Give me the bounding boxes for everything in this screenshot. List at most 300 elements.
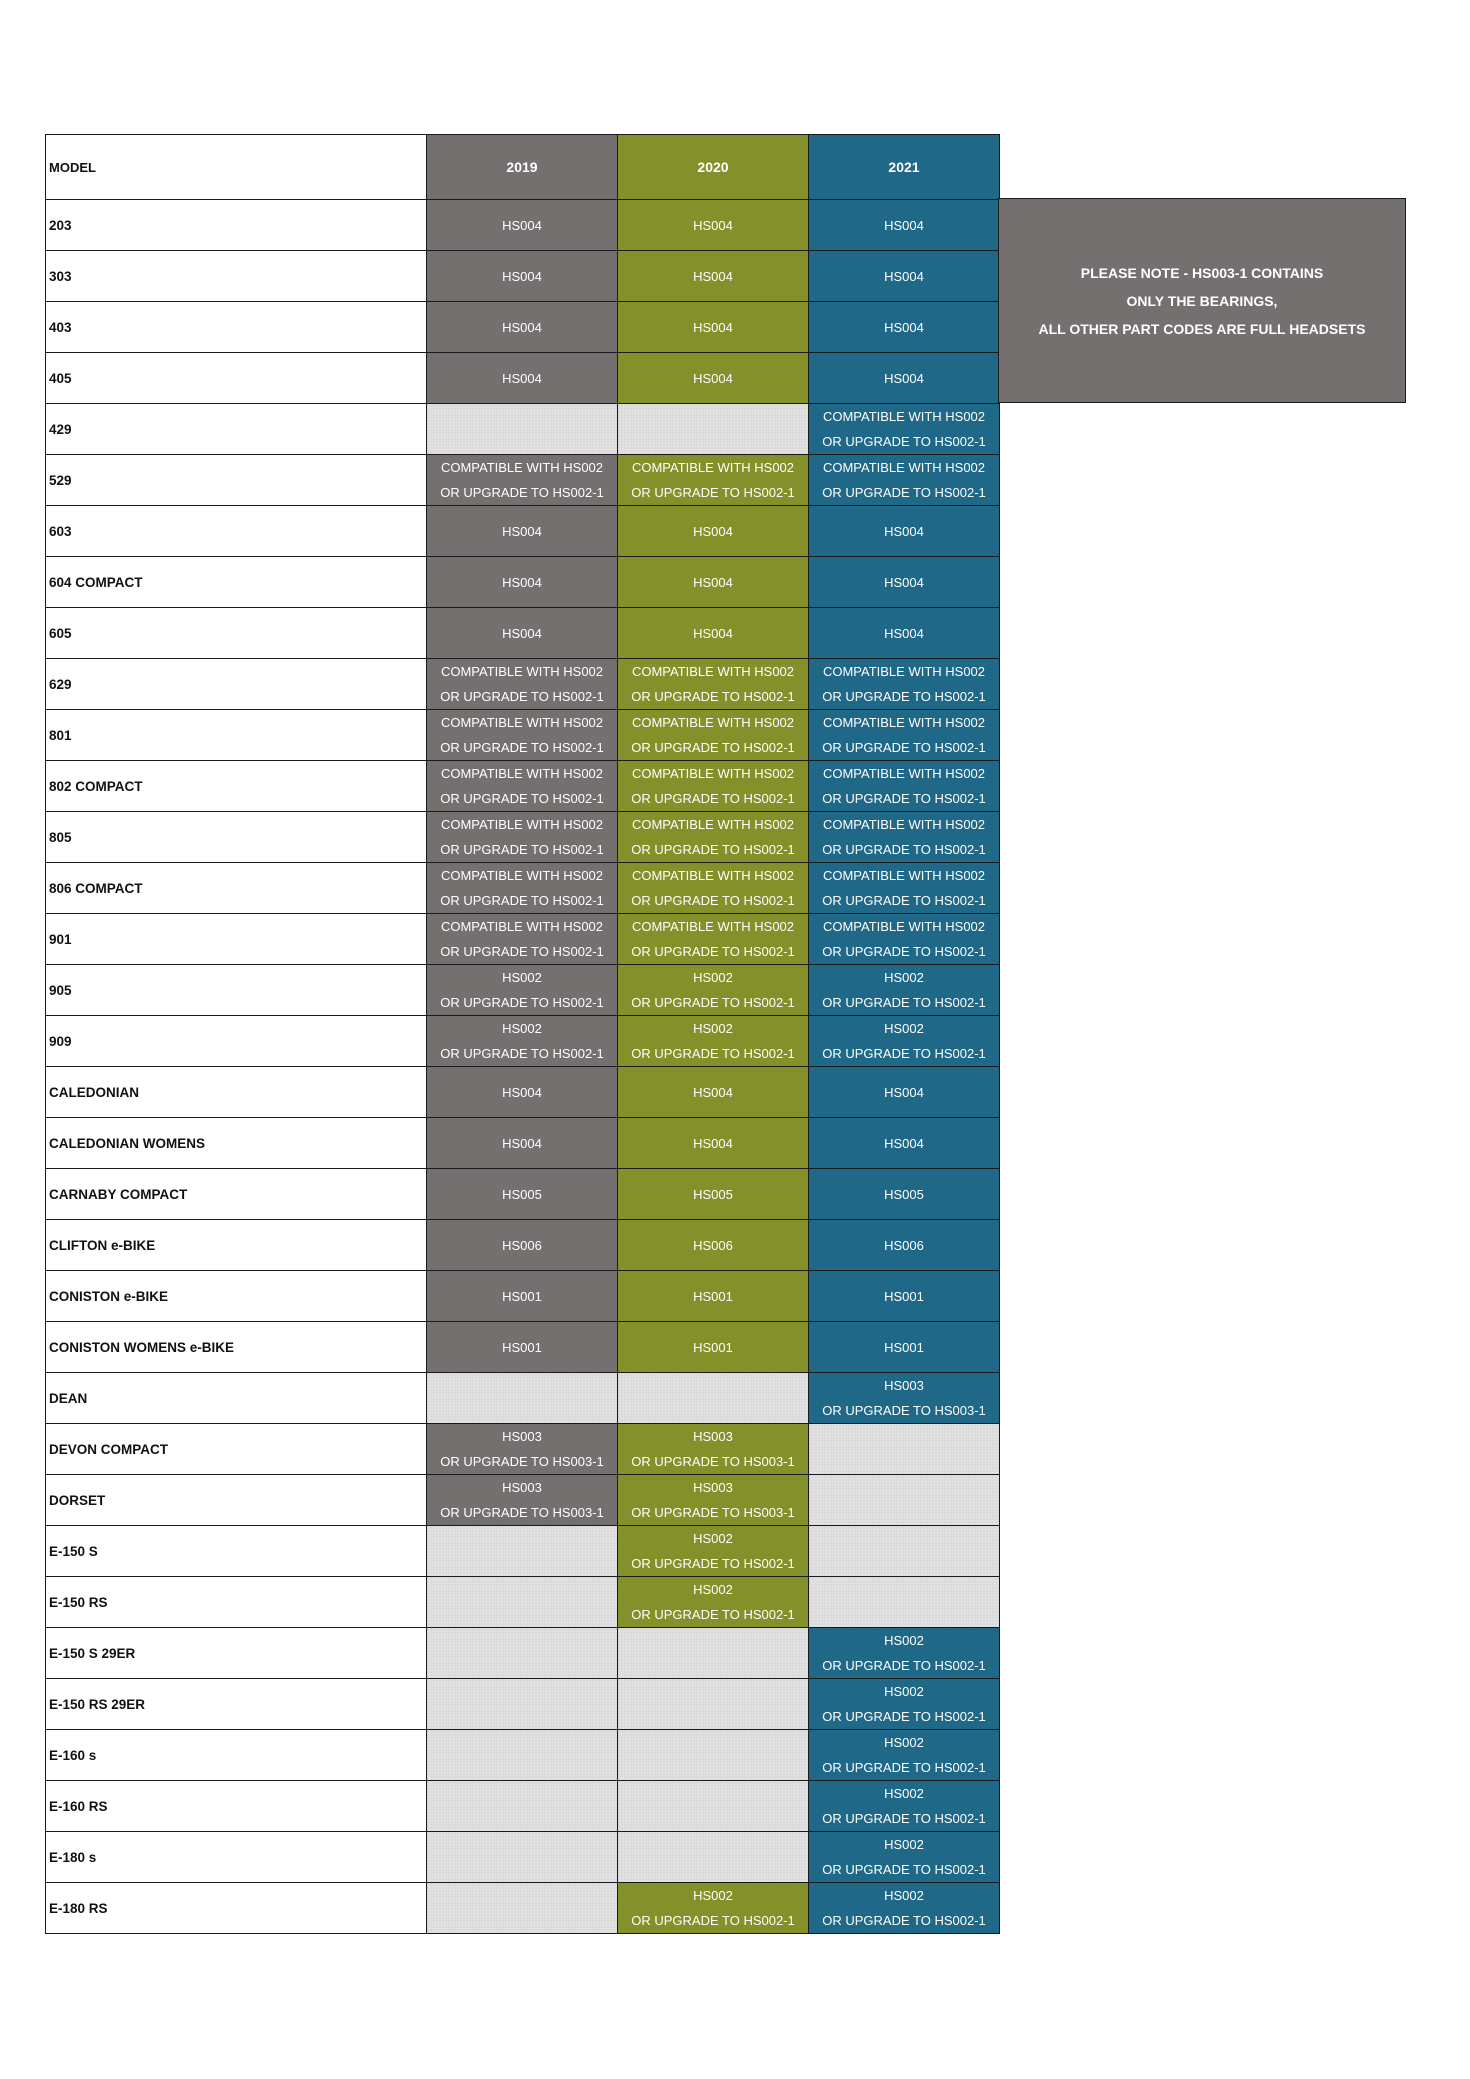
part-code-cell-2021 — [809, 1169, 1000, 1220]
part-code: HS002 — [693, 1888, 733, 1903]
part-code-cell-2019 — [427, 1118, 618, 1169]
part-code: HS006 — [502, 1237, 542, 1253]
empty-cell-2020 — [618, 404, 809, 455]
part-code-cell-2019 — [427, 965, 618, 1016]
table-header-row — [46, 135, 1000, 200]
part-code-cell-2021 — [809, 863, 1000, 914]
part-code-cell-2020 — [618, 812, 809, 863]
upgrade-note: OR UPGRADE TO HS002-1 — [822, 1811, 986, 1826]
empty-cell-2021 — [809, 1475, 1000, 1526]
model-name: DORSET — [46, 1475, 427, 1526]
part-code: HS004 — [693, 574, 733, 590]
part-code: HS004 — [884, 1084, 924, 1100]
part-code-cell-2019 — [427, 914, 618, 965]
part-code: HS003 — [884, 1378, 924, 1393]
part-code-cell-2019 — [427, 302, 618, 353]
part-code-cell-2021 — [809, 557, 1000, 608]
upgrade-note: OR UPGRADE TO HS002-1 — [631, 893, 795, 908]
table-row — [46, 710, 1000, 761]
upgrade-note: OR UPGRADE TO HS002-1 — [822, 944, 986, 959]
part-code: HS004 — [884, 370, 924, 386]
headset-compatibility-table — [45, 134, 1000, 1934]
part-code: HS004 — [884, 268, 924, 284]
part-code: HS004 — [884, 1135, 924, 1151]
part-code: COMPATIBLE WITH HS002 — [631, 817, 795, 832]
table-row — [46, 506, 1000, 557]
model-name: 801 — [46, 710, 427, 761]
part-code: HS002 — [502, 970, 542, 985]
part-code-cell-2021 — [809, 251, 1000, 302]
part-code: HS004 — [884, 217, 924, 233]
year-header-2020: 2020 — [618, 135, 809, 200]
table-row — [46, 1220, 1000, 1271]
part-code: HS002 — [884, 1888, 924, 1903]
table-row — [46, 1016, 1000, 1067]
upgrade-note: OR UPGRADE TO HS002-1 — [440, 1046, 604, 1061]
part-code: HS001 — [884, 1288, 924, 1304]
part-code-cell-2020 — [618, 557, 809, 608]
upgrade-note: OR UPGRADE TO HS003-1 — [440, 1505, 604, 1520]
part-code: HS004 — [502, 1135, 542, 1151]
note-line-2: ONLY THE BEARINGS, — [1126, 292, 1278, 309]
year-header-2019: 2019 — [427, 135, 618, 200]
empty-cell-2019 — [427, 1679, 618, 1730]
part-code-cell-2021 — [809, 1373, 1000, 1424]
upgrade-note: OR UPGRADE TO HS002-1 — [631, 689, 795, 704]
empty-cell-2019 — [427, 1373, 618, 1424]
part-code-cell-2021 — [809, 455, 1000, 506]
model-name: CALEDONIAN — [46, 1067, 427, 1118]
upgrade-note: OR UPGRADE TO HS002-1 — [822, 1658, 986, 1673]
upgrade-note: OR UPGRADE TO HS002-1 — [631, 1046, 795, 1061]
empty-cell-2020 — [618, 1832, 809, 1883]
model-name: 605 — [46, 608, 427, 659]
part-code-cell-2019 — [427, 1220, 618, 1271]
upgrade-note: OR UPGRADE TO HS002-1 — [631, 1607, 795, 1622]
part-code: COMPATIBLE WITH HS002 — [631, 664, 795, 679]
empty-cell-2020 — [618, 1373, 809, 1424]
model-name: E-180 s — [46, 1832, 427, 1883]
part-code-cell-2020 — [618, 1169, 809, 1220]
part-code-cell-2019 — [427, 659, 618, 710]
part-code: HS004 — [502, 370, 542, 386]
empty-cell-2019 — [427, 1628, 618, 1679]
part-code-cell-2019 — [427, 761, 618, 812]
part-code-cell-2019 — [427, 1016, 618, 1067]
part-code: HS002 — [884, 1684, 924, 1699]
table-row — [46, 1781, 1000, 1832]
part-code: COMPATIBLE WITH HS002 — [440, 460, 604, 475]
part-code-cell-2019 — [427, 1475, 618, 1526]
model-name: 403 — [46, 302, 427, 353]
upgrade-note: OR UPGRADE TO HS002-1 — [440, 842, 604, 857]
upgrade-note: OR UPGRADE TO HS003-1 — [440, 1454, 604, 1469]
part-code-cell-2019 — [427, 506, 618, 557]
table-row — [46, 404, 1000, 455]
part-code: HS004 — [502, 1084, 542, 1100]
part-code-cell-2021 — [809, 1832, 1000, 1883]
part-code-cell-2021 — [809, 914, 1000, 965]
upgrade-note: OR UPGRADE TO HS002-1 — [631, 485, 795, 500]
model-name: CONISTON e-BIKE — [46, 1271, 427, 1322]
model-name: E-150 S — [46, 1526, 427, 1577]
model-name: 802 COMPACT — [46, 761, 427, 812]
part-code-cell-2021 — [809, 353, 1000, 404]
part-code-cell-2021 — [809, 761, 1000, 812]
upgrade-note: OR UPGRADE TO HS002-1 — [822, 434, 986, 449]
part-code-cell-2020 — [618, 506, 809, 557]
part-code: HS002 — [502, 1021, 542, 1036]
table-row — [46, 1373, 1000, 1424]
table-row — [46, 812, 1000, 863]
part-code-cell-2021 — [809, 965, 1000, 1016]
part-code-cell-2020 — [618, 1424, 809, 1475]
upgrade-note: OR UPGRADE TO HS002-1 — [440, 944, 604, 959]
part-code: HS002 — [884, 1837, 924, 1852]
part-code: HS002 — [693, 1582, 733, 1597]
part-code-cell-2020 — [618, 914, 809, 965]
part-code-cell-2021 — [809, 1220, 1000, 1271]
upgrade-note: OR UPGRADE TO HS003-1 — [631, 1454, 795, 1469]
part-code: COMPATIBLE WITH HS002 — [631, 766, 795, 781]
part-code-cell-2019 — [427, 455, 618, 506]
model-name: 805 — [46, 812, 427, 863]
part-code: HS001 — [693, 1288, 733, 1304]
model-name: 429 — [46, 404, 427, 455]
part-code: HS004 — [502, 268, 542, 284]
part-code-cell-2020 — [618, 863, 809, 914]
upgrade-note: OR UPGRADE TO HS002-1 — [822, 1760, 986, 1775]
part-code-cell-2020 — [618, 455, 809, 506]
model-name: DEVON COMPACT — [46, 1424, 427, 1475]
part-code: COMPATIBLE WITH HS002 — [822, 817, 986, 832]
model-name: 303 — [46, 251, 427, 302]
part-code-cell-2019 — [427, 608, 618, 659]
part-code-cell-2021 — [809, 1730, 1000, 1781]
part-code-cell-2019 — [427, 812, 618, 863]
table-row — [46, 1883, 1000, 1934]
table-row — [46, 914, 1000, 965]
empty-cell-2020 — [618, 1628, 809, 1679]
part-code-cell-2021 — [809, 710, 1000, 761]
part-code-cell-2020 — [618, 965, 809, 1016]
table-row — [46, 455, 1000, 506]
model-column-header: MODEL — [46, 135, 427, 200]
part-code-cell-2020 — [618, 1220, 809, 1271]
part-code: COMPATIBLE WITH HS002 — [440, 919, 604, 934]
part-code-cell-2019 — [427, 1169, 618, 1220]
table-row — [46, 1730, 1000, 1781]
part-code-cell-2021 — [809, 1016, 1000, 1067]
part-code: COMPATIBLE WITH HS002 — [822, 715, 986, 730]
part-code-cell-2019 — [427, 863, 618, 914]
upgrade-note: OR UPGRADE TO HS003-1 — [822, 1403, 986, 1418]
upgrade-note: OR UPGRADE TO HS002-1 — [631, 944, 795, 959]
part-code: HS003 — [502, 1480, 542, 1495]
empty-cell-2019 — [427, 1832, 618, 1883]
part-code: HS004 — [693, 1084, 733, 1100]
part-code: COMPATIBLE WITH HS002 — [822, 409, 986, 424]
model-name: E-180 RS — [46, 1883, 427, 1934]
part-code-cell-2020 — [618, 200, 809, 251]
part-code: HS005 — [502, 1186, 542, 1202]
empty-cell-2019 — [427, 1781, 618, 1832]
upgrade-note: OR UPGRADE TO HS002-1 — [822, 740, 986, 755]
model-name: E-160 s — [46, 1730, 427, 1781]
table-row — [46, 200, 1000, 251]
table-row — [46, 1271, 1000, 1322]
part-code: HS004 — [884, 625, 924, 641]
part-code: HS006 — [884, 1237, 924, 1253]
upgrade-note: OR UPGRADE TO HS002-1 — [440, 893, 604, 908]
part-code: COMPATIBLE WITH HS002 — [440, 868, 604, 883]
part-code-cell-2021 — [809, 506, 1000, 557]
part-code: COMPATIBLE WITH HS002 — [440, 766, 604, 781]
part-code: HS004 — [884, 523, 924, 539]
table-row — [46, 1577, 1000, 1628]
part-code-cell-2021 — [809, 1679, 1000, 1730]
part-code-cell-2020 — [618, 710, 809, 761]
part-code: HS002 — [884, 1786, 924, 1801]
part-code: HS004 — [693, 217, 733, 233]
model-name: 529 — [46, 455, 427, 506]
part-code-cell-2020 — [618, 1322, 809, 1373]
model-name: 901 — [46, 914, 427, 965]
part-code-cell-2020 — [618, 1475, 809, 1526]
note-box — [998, 198, 1406, 403]
upgrade-note: OR UPGRADE TO HS002-1 — [631, 995, 795, 1010]
part-code-cell-2021 — [809, 1781, 1000, 1832]
upgrade-note: OR UPGRADE TO HS002-1 — [440, 995, 604, 1010]
part-code: HS003 — [693, 1429, 733, 1444]
upgrade-note: OR UPGRADE TO HS002-1 — [631, 740, 795, 755]
table-row — [46, 1424, 1000, 1475]
part-code: HS001 — [884, 1339, 924, 1355]
part-code: HS004 — [502, 574, 542, 590]
part-code: HS002 — [884, 1021, 924, 1036]
empty-cell-2019 — [427, 1730, 618, 1781]
part-code: COMPATIBLE WITH HS002 — [440, 664, 604, 679]
upgrade-note: OR UPGRADE TO HS002-1 — [631, 1556, 795, 1571]
model-name: E-150 S 29ER — [46, 1628, 427, 1679]
upgrade-note: OR UPGRADE TO HS002-1 — [631, 1913, 795, 1928]
part-code-cell-2021 — [809, 1883, 1000, 1934]
part-code: COMPATIBLE WITH HS002 — [631, 868, 795, 883]
empty-cell-2020 — [618, 1781, 809, 1832]
part-code-cell-2021 — [809, 659, 1000, 710]
part-code: COMPATIBLE WITH HS002 — [822, 868, 986, 883]
table-row — [46, 761, 1000, 812]
part-code-cell-2021 — [809, 1322, 1000, 1373]
part-code: HS002 — [693, 970, 733, 985]
part-code-cell-2021 — [809, 1067, 1000, 1118]
part-code: HS002 — [884, 1633, 924, 1648]
model-name: CALEDONIAN WOMENS — [46, 1118, 427, 1169]
part-code-cell-2021 — [809, 1628, 1000, 1679]
model-name: 603 — [46, 506, 427, 557]
part-code: HS005 — [884, 1186, 924, 1202]
part-code-cell-2021 — [809, 200, 1000, 251]
part-code: HS005 — [693, 1186, 733, 1202]
note-line-3: ALL OTHER PART CODES ARE FULL HEADSETS — [1038, 320, 1366, 337]
part-code-cell-2019 — [427, 1322, 618, 1373]
empty-cell-2019 — [427, 1577, 618, 1628]
part-code-cell-2020 — [618, 1883, 809, 1934]
part-code-cell-2020 — [618, 1118, 809, 1169]
model-name: 905 — [46, 965, 427, 1016]
part-code-cell-2021 — [809, 608, 1000, 659]
table-row — [46, 353, 1000, 404]
part-code: HS004 — [693, 370, 733, 386]
empty-cell-2021 — [809, 1424, 1000, 1475]
table-row — [46, 1832, 1000, 1883]
table-row — [46, 608, 1000, 659]
upgrade-note: OR UPGRADE TO HS002-1 — [822, 1913, 986, 1928]
year-header-2021: 2021 — [809, 135, 1000, 200]
part-code-cell-2019 — [427, 1424, 618, 1475]
part-code-cell-2019 — [427, 353, 618, 404]
table-row — [46, 1118, 1000, 1169]
upgrade-note: OR UPGRADE TO HS002-1 — [822, 485, 986, 500]
upgrade-note: OR UPGRADE TO HS002-1 — [440, 689, 604, 704]
part-code: HS004 — [502, 625, 542, 641]
part-code: HS002 — [884, 970, 924, 985]
part-code: COMPATIBLE WITH HS002 — [440, 715, 604, 730]
empty-cell-2021 — [809, 1577, 1000, 1628]
part-code-cell-2020 — [618, 251, 809, 302]
part-code: HS002 — [884, 1735, 924, 1750]
upgrade-note: OR UPGRADE TO HS002-1 — [440, 791, 604, 806]
model-name: CLIFTON e-BIKE — [46, 1220, 427, 1271]
upgrade-note: OR UPGRADE TO HS002-1 — [440, 485, 604, 500]
table-row — [46, 1526, 1000, 1577]
part-code-cell-2021 — [809, 1271, 1000, 1322]
part-code-cell-2019 — [427, 710, 618, 761]
upgrade-note: OR UPGRADE TO HS002-1 — [822, 842, 986, 857]
part-code: HS004 — [502, 217, 542, 233]
part-code-cell-2021 — [809, 1118, 1000, 1169]
empty-cell-2019 — [427, 1526, 618, 1577]
part-code: COMPATIBLE WITH HS002 — [822, 664, 986, 679]
empty-cell-2019 — [427, 404, 618, 455]
part-code-cell-2020 — [618, 761, 809, 812]
model-name: DEAN — [46, 1373, 427, 1424]
upgrade-note: OR UPGRADE TO HS002-1 — [822, 1709, 986, 1724]
note-line-1: PLEASE NOTE - HS003-1 CONTAINS — [1080, 264, 1324, 281]
table-row — [46, 1169, 1000, 1220]
part-code: HS004 — [693, 625, 733, 641]
part-code-cell-2020 — [618, 1271, 809, 1322]
model-name: CONISTON WOMENS e-BIKE — [46, 1322, 427, 1373]
part-code-cell-2020 — [618, 302, 809, 353]
table-row — [46, 659, 1000, 710]
part-code: HS002 — [693, 1021, 733, 1036]
part-code-cell-2020 — [618, 1577, 809, 1628]
upgrade-note: OR UPGRADE TO HS002-1 — [822, 1046, 986, 1061]
table-row — [46, 557, 1000, 608]
part-code: HS001 — [502, 1288, 542, 1304]
part-code-cell-2019 — [427, 1067, 618, 1118]
table-row — [46, 1475, 1000, 1526]
model-name: 806 COMPACT — [46, 863, 427, 914]
model-name: E-150 RS 29ER — [46, 1679, 427, 1730]
part-code-cell-2019 — [427, 1271, 618, 1322]
part-code-cell-2021 — [809, 812, 1000, 863]
part-code: HS001 — [502, 1339, 542, 1355]
table-row — [46, 1628, 1000, 1679]
upgrade-note: OR UPGRADE TO HS002-1 — [631, 842, 795, 857]
empty-cell-2020 — [618, 1730, 809, 1781]
table-row — [46, 863, 1000, 914]
model-name: 909 — [46, 1016, 427, 1067]
part-code: HS004 — [693, 523, 733, 539]
part-code: HS004 — [693, 1135, 733, 1151]
empty-cell-2021 — [809, 1526, 1000, 1577]
empty-cell-2019 — [427, 1883, 618, 1934]
part-code-cell-2020 — [618, 353, 809, 404]
part-code: COMPATIBLE WITH HS002 — [822, 460, 986, 475]
part-code-cell-2019 — [427, 251, 618, 302]
part-code-cell-2020 — [618, 1526, 809, 1577]
model-name: 629 — [46, 659, 427, 710]
part-code: HS004 — [884, 574, 924, 590]
part-code: HS004 — [502, 523, 542, 539]
upgrade-note: OR UPGRADE TO HS002-1 — [631, 791, 795, 806]
part-code-cell-2020 — [618, 1016, 809, 1067]
table-row — [46, 302, 1000, 353]
model-name: CARNABY COMPACT — [46, 1169, 427, 1220]
upgrade-note: OR UPGRADE TO HS002-1 — [822, 791, 986, 806]
part-code: HS004 — [693, 319, 733, 335]
model-name: 405 — [46, 353, 427, 404]
part-code: HS006 — [693, 1237, 733, 1253]
table-body — [46, 200, 1000, 1934]
part-code-cell-2019 — [427, 557, 618, 608]
part-code: COMPATIBLE WITH HS002 — [440, 817, 604, 832]
part-code: HS003 — [502, 1429, 542, 1444]
part-code: HS004 — [502, 319, 542, 335]
model-name: E-160 RS — [46, 1781, 427, 1832]
upgrade-note: OR UPGRADE TO HS002-1 — [822, 689, 986, 704]
empty-cell-2020 — [618, 1679, 809, 1730]
part-code: HS002 — [693, 1531, 733, 1546]
part-code-cell-2020 — [618, 659, 809, 710]
table-row — [46, 1067, 1000, 1118]
upgrade-note: OR UPGRADE TO HS002-1 — [440, 740, 604, 755]
part-code-cell-2021 — [809, 404, 1000, 455]
part-code: COMPATIBLE WITH HS002 — [631, 715, 795, 730]
part-code: COMPATIBLE WITH HS002 — [631, 919, 795, 934]
part-code: HS001 — [693, 1339, 733, 1355]
table-row — [46, 1679, 1000, 1730]
model-name: 604 COMPACT — [46, 557, 427, 608]
part-code-cell-2019 — [427, 200, 618, 251]
part-code: COMPATIBLE WITH HS002 — [822, 919, 986, 934]
part-code: HS003 — [693, 1480, 733, 1495]
table-row — [46, 1322, 1000, 1373]
table-row — [46, 965, 1000, 1016]
part-code-cell-2020 — [618, 1067, 809, 1118]
upgrade-note: OR UPGRADE TO HS002-1 — [822, 893, 986, 908]
part-code: HS004 — [693, 268, 733, 284]
model-name: E-150 RS — [46, 1577, 427, 1628]
table-row — [46, 251, 1000, 302]
part-code: HS004 — [884, 319, 924, 335]
upgrade-note: OR UPGRADE TO HS002-1 — [822, 995, 986, 1010]
upgrade-note: OR UPGRADE TO HS002-1 — [822, 1862, 986, 1877]
part-code: COMPATIBLE WITH HS002 — [822, 766, 986, 781]
upgrade-note: OR UPGRADE TO HS003-1 — [631, 1505, 795, 1520]
